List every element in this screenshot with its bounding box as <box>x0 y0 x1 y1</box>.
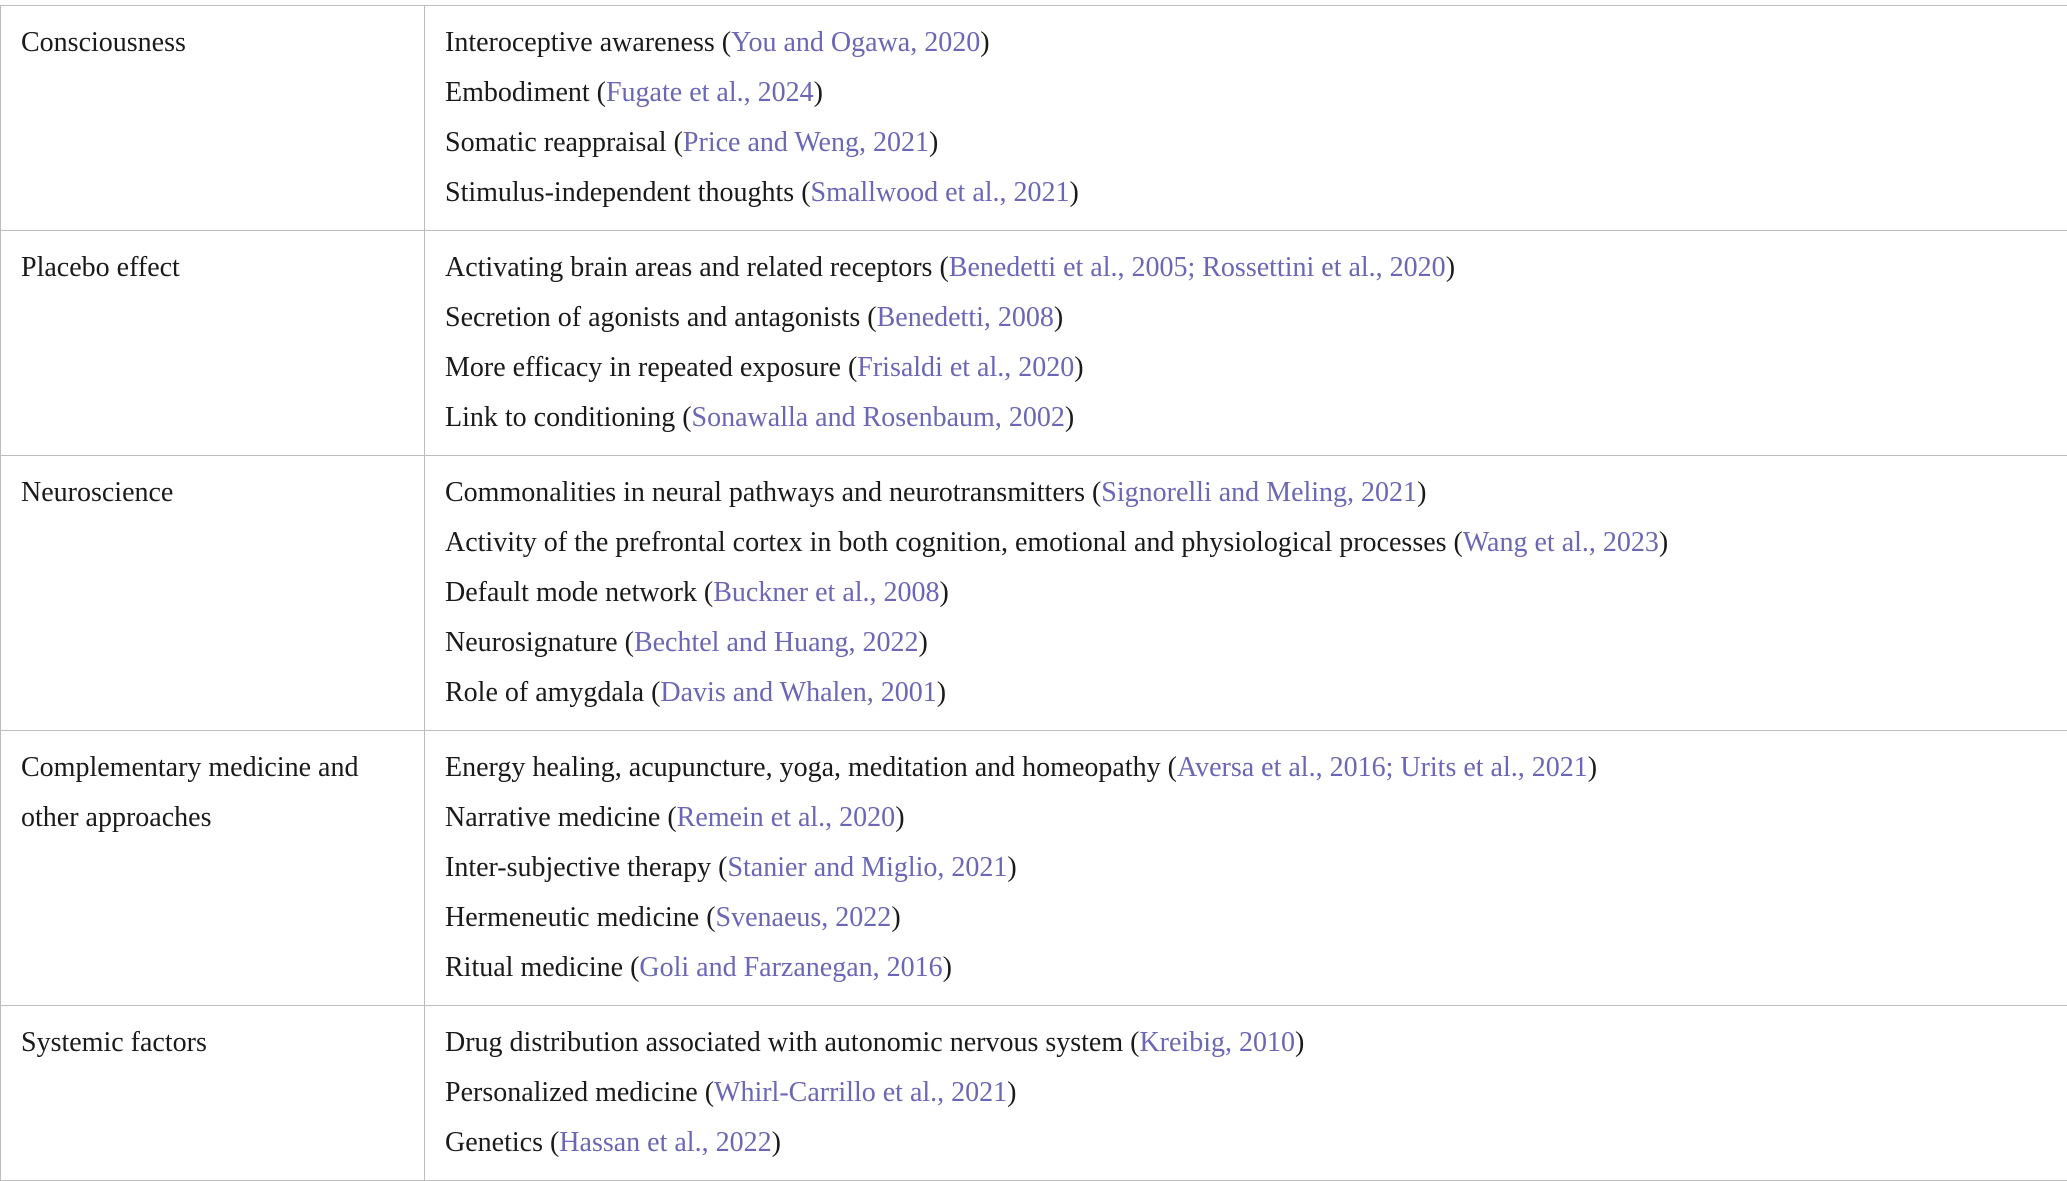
list-item: Hermeneutic medicine (Svenaeus, 2022) <box>445 893 2047 943</box>
category-label: Neuroscience <box>1 456 424 530</box>
list-item: Embodiment (Fugate et al., 2024) <box>445 68 2047 118</box>
table-row <box>1 231 2067 456</box>
list-item: Drug distribution associated with autonomic nervous system (Kreibig, 2010) <box>445 1018 2047 1068</box>
category-label: Placebo effect <box>1 231 424 305</box>
list-item: Personalized medicine (Whirl-Carrillo et al., 2021) <box>445 1068 2047 1118</box>
citation-link[interactable]: Benedetti, 2008 <box>877 302 1054 333</box>
list-item: Activating brain areas and related receptors (Benedetti et al., 2005; Rossettini et al., 2020) <box>445 243 2047 293</box>
citation-link[interactable]: Benedetti et al., 2005; Rossettini et al., 2020 <box>949 252 1446 283</box>
citation-link[interactable]: Remein et al., 2020 <box>677 802 896 833</box>
list-item: Ritual medicine (Goli and Farzanegan, 2016) <box>445 943 2047 993</box>
list-item: Inter-subjective therapy (Stanier and Miglio, 2021) <box>445 843 2047 893</box>
category-cell <box>1 1006 425 1181</box>
citation-link[interactable]: Davis and Whalen, 2001 <box>660 677 936 708</box>
citation-link[interactable]: You and Ogawa, 2020 <box>731 27 980 58</box>
review-table <box>0 5 2067 1181</box>
items-cell <box>425 456 2067 731</box>
category-cell <box>1 6 425 231</box>
category-cell <box>1 731 425 1006</box>
citation-link[interactable]: Buckner et al., 2008 <box>713 577 939 608</box>
category-label: Systemic factors <box>1 1006 424 1080</box>
table-row <box>1 6 2067 231</box>
list-item: Neurosignature (Bechtel and Huang, 2022) <box>445 618 2047 668</box>
list-item: Activity of the prefrontal cortex in both cognition, emotional and physiological processes (Wang et al., 2023) <box>445 518 2047 568</box>
items-cell <box>425 231 2067 456</box>
citation-link[interactable]: Bechtel and Huang, 2022 <box>634 627 919 658</box>
list-item: Default mode network (Buckner et al., 2008) <box>445 568 2047 618</box>
list-item: Link to conditioning (Sonawalla and Rosenbaum, 2002) <box>445 393 2047 443</box>
list-item: Narrative medicine (Remein et al., 2020) <box>445 793 2047 843</box>
citation-link[interactable]: Goli and Farzanegan, 2016 <box>639 952 942 983</box>
category-cell <box>1 231 425 456</box>
citation-link[interactable]: Hassan et al., 2022 <box>559 1127 771 1158</box>
citation-link[interactable]: Signorelli and Meling, 2021 <box>1101 477 1417 508</box>
table-row <box>1 1006 2067 1181</box>
list-item: Role of amygdala (Davis and Whalen, 2001) <box>445 668 2047 718</box>
category-label: Complementary medicine and other approaches <box>1 731 424 855</box>
citation-link[interactable]: Smallwood et al., 2021 <box>811 177 1070 208</box>
citation-link[interactable]: Fugate et al., 2024 <box>606 77 814 108</box>
list-item: Stimulus-independent thoughts (Smallwood et al., 2021) <box>445 168 2047 218</box>
citation-link[interactable]: Sonawalla and Rosenbaum, 2002 <box>692 402 1065 433</box>
list-item: Secretion of agonists and antagonists (Benedetti, 2008) <box>445 293 2047 343</box>
list-item: Energy healing, acupuncture, yoga, meditation and homeopathy (Aversa et al., 2016; Urits et al., 2021) <box>445 743 2047 793</box>
citation-link[interactable]: Kreibig, 2010 <box>1139 1027 1295 1058</box>
category-label: Consciousness <box>1 6 424 80</box>
table-row <box>1 456 2067 731</box>
citation-link[interactable]: Price and Weng, 2021 <box>683 127 929 158</box>
items-cell <box>425 1006 2067 1181</box>
citation-link[interactable]: Svenaeus, 2022 <box>716 902 892 933</box>
items-cell <box>425 731 2067 1006</box>
list-item: Genetics (Hassan et al., 2022) <box>445 1118 2047 1168</box>
list-item: Commonalities in neural pathways and neurotransmitters (Signorelli and Meling, 2021) <box>445 468 2047 518</box>
citation-link[interactable]: Whirl-Carrillo et al., 2021 <box>714 1077 1007 1108</box>
citation-link[interactable]: Wang et al., 2023 <box>1463 527 1659 558</box>
citation-link[interactable]: Stanier and Miglio, 2021 <box>727 852 1007 883</box>
category-cell <box>1 456 425 731</box>
list-item: Somatic reappraisal (Price and Weng, 2021) <box>445 118 2047 168</box>
table-row <box>1 731 2067 1006</box>
citation-link[interactable]: Aversa et al., 2016; Urits et al., 2021 <box>1177 752 1588 783</box>
list-item: More efficacy in repeated exposure (Frisaldi et al., 2020) <box>445 343 2047 393</box>
citation-link[interactable]: Frisaldi et al., 2020 <box>857 352 1074 383</box>
items-cell <box>425 6 2067 231</box>
list-item: Interoceptive awareness (You and Ogawa, 2020) <box>445 18 2047 68</box>
